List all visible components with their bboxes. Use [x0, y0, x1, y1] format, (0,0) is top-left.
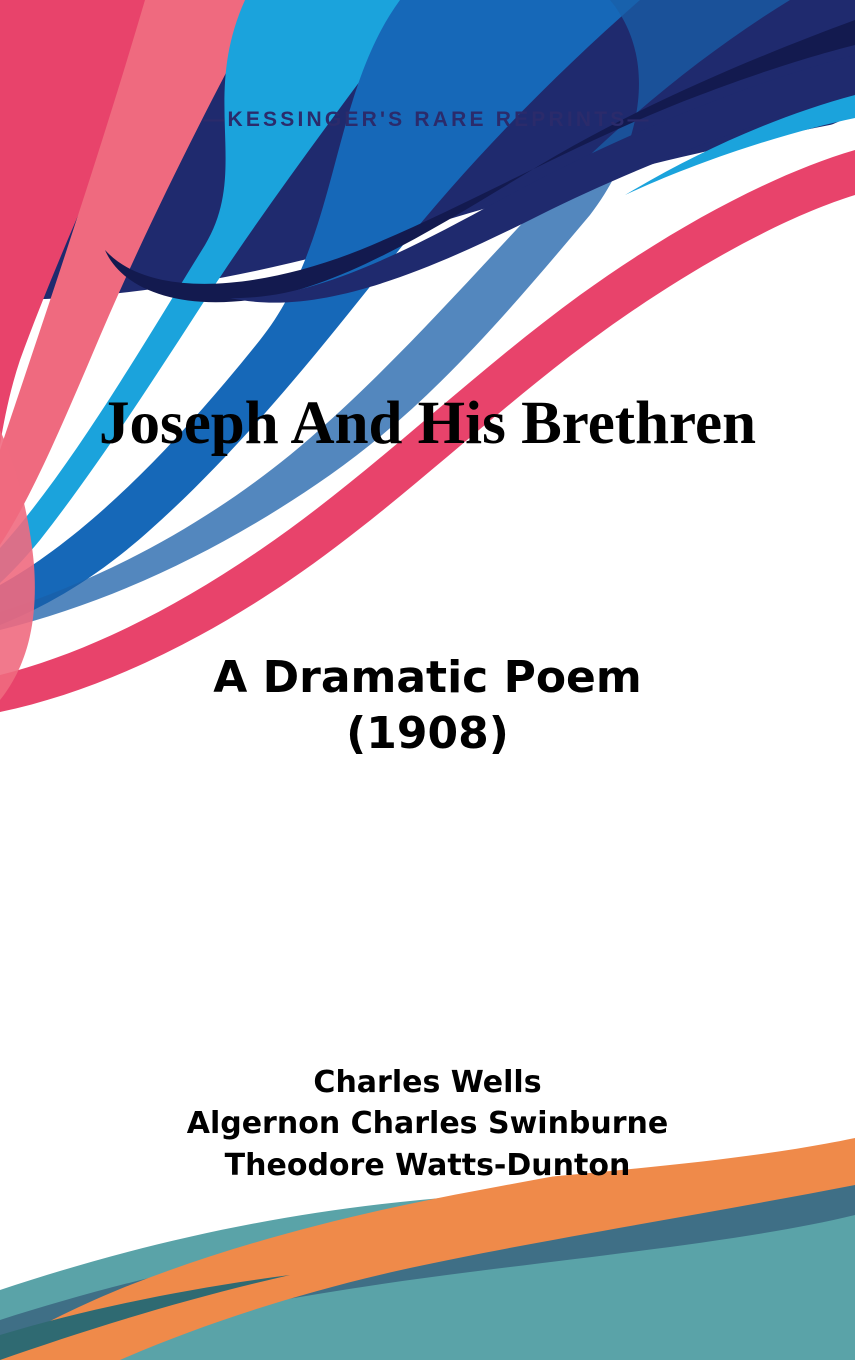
book-subtitle-line-1: A Dramatic Poem: [213, 652, 642, 703]
authors-block: [0, 1062, 855, 1186]
author-name-1: Charles Wells: [313, 1065, 542, 1100]
book-subtitle-line-2: (1908): [346, 708, 509, 760]
author-name-2: Algernon Charles Swinburne: [186, 1106, 669, 1142]
publisher-imprint: —KESSINGER'S RARE REPRINTS—: [203, 108, 652, 131]
title-block: [0, 385, 855, 463]
subtitle-block: [0, 650, 855, 763]
author-name-3: Theodore Watts-Dunton: [224, 1147, 631, 1183]
book-title: Joseph And His Brethren: [98, 390, 757, 457]
